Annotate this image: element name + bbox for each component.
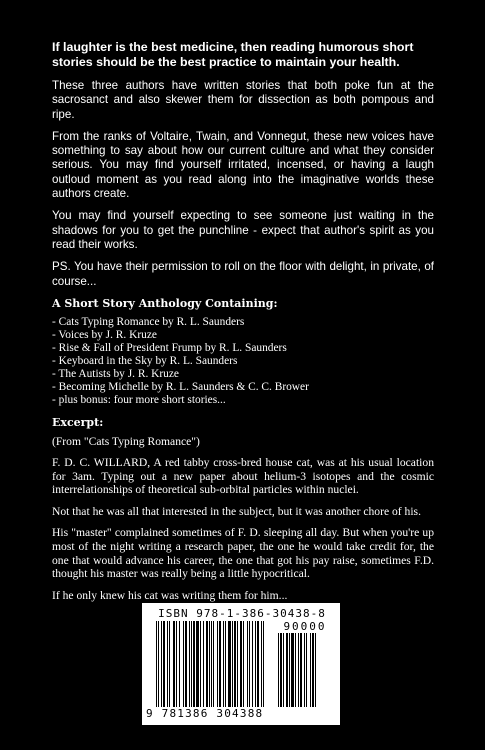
barcode-bars: [156, 621, 272, 709]
barcode-bar: [189, 621, 190, 707]
barcode-bar: [176, 621, 177, 707]
barcode-bar: [278, 633, 279, 707]
barcode-bar: [255, 621, 256, 707]
barcode-digits: 9 781386 304388: [146, 707, 264, 720]
blurb-paragraph: From the ranks of Voltaire, Twain, and Vonnegut, these new voices have something to say about how our current culture and what they consider serious. You may find yourself irritated, incensed, or having a laugh outloud moment as you read along into the imaginative worlds these authors create.: [52, 129, 434, 201]
lead-statement: If laughter is the best medicine, then reading humorous short stories should be the best practice to maintain your health.: [52, 40, 414, 69]
barcode-bar: [263, 621, 264, 707]
barcode-bar: [161, 621, 162, 707]
barcode-bar: [158, 621, 159, 707]
barcode-bar: [247, 621, 248, 707]
barcode-bar: [219, 621, 221, 707]
barcode-bar: [289, 633, 290, 707]
excerpt-heading: Excerpt:: [52, 415, 104, 429]
barcode-bar: [312, 633, 314, 707]
barcode-bar: [173, 621, 175, 707]
barcode-bar: [200, 621, 201, 707]
excerpt-paragraph: F. D. C. WILLARD, A red tabby cross-bred house cat, was at his usual location for 3am. Typing out a new paper about helium-3 isotopes and the cosmic interrelationships of theoretical sub-orbital particles within nuclei.: [52, 456, 434, 497]
back-cover-text: [52, 40, 434, 610]
barcode-bar: [156, 621, 157, 707]
blurb-paragraph: These three authors have written stories that both poke fun at the sacrosanct and also skewer them for dissection as both pompous and ripe.: [52, 79, 434, 121]
contents-item: - The Autists by J. R. Kruze: [52, 368, 179, 381]
excerpt-source: (From "Cats Typing Romance"): [52, 434, 200, 448]
barcode-bar: [261, 621, 262, 707]
barcode-bar: [196, 621, 199, 707]
barcode-bar: [234, 621, 236, 707]
barcode-bar: [252, 621, 253, 707]
isbn-label: ISBN 978-1-386-30438-8: [158, 607, 326, 620]
barcode-bar: [213, 621, 214, 707]
excerpt-paragraph: Not that he was all that interested in the subject, but it was another chore of his.: [52, 504, 421, 518]
barcode-bar: [306, 633, 307, 707]
addon-label: 90000: [283, 620, 327, 633]
barcode-bar: [185, 621, 187, 707]
barcode-bar: [286, 633, 288, 707]
barcode-bar: [304, 633, 305, 707]
barcode-bar: [295, 633, 296, 707]
barcode-bar: [223, 621, 224, 707]
barcode-bar: [257, 621, 259, 707]
barcode-bar: [240, 621, 242, 707]
barcode-bar: [203, 621, 204, 707]
blurb-paragraph: You may find yourself expecting to see someone just waiting in the shadows for you to get the punchline - expect that author's spirit as you read their works.: [52, 209, 434, 251]
isbn-barcode: [142, 603, 340, 725]
barcode-bar: [298, 633, 299, 707]
addon-bars: [278, 633, 332, 709]
barcode-bar: [291, 633, 294, 707]
barcode-bar: [206, 621, 208, 707]
contents-item: - plus bonus: four more short stories...: [52, 394, 226, 407]
contents-item: - Becoming Michelle by R. L. Saunders & C. C. Brower: [52, 381, 309, 394]
barcode-bar: [283, 633, 284, 707]
barcode-bar: [163, 621, 165, 707]
barcode-bar: [193, 621, 195, 707]
barcode-bar: [237, 621, 238, 707]
barcode-bar: [249, 621, 250, 707]
anthology-heading: A Short Story Anthology Containing:: [52, 296, 278, 310]
barcode-bar: [183, 621, 184, 707]
barcode-bar: [217, 621, 218, 707]
contents-item: - Voices by J. R. Kruze: [52, 328, 157, 341]
barcode-bar: [191, 621, 192, 707]
barcode-bar: [225, 621, 226, 707]
barcode-bar: [209, 621, 210, 707]
barcode-bar: [310, 633, 311, 707]
excerpt-paragraph: His "master" complained sometimes of F. D. sleeping all day. But when you're up most of the night writing a research paper, the one he would take credit for, the one that would advance his career, the one that got his pay raise, sometimes F.D. thought his master was really being a little hypocritical.: [52, 526, 434, 581]
barcode-bar: [169, 621, 170, 707]
barcode-bar: [280, 633, 282, 707]
blurb-paragraph: PS. You have their permission to roll on the floor with delight, in private, of course...: [52, 260, 434, 288]
excerpt-paragraph: If he only knew his cat was writing them for him...: [52, 588, 288, 602]
contents-item: - Rise & Fall of President Frump by R. L. Saunders: [52, 342, 287, 355]
barcode-bar: [243, 621, 244, 707]
barcode-bar: [179, 621, 180, 707]
contents-list: [52, 316, 434, 408]
barcode-bar: [300, 633, 302, 707]
barcode-bar: [232, 621, 233, 707]
barcode-bar: [228, 621, 231, 707]
barcode-bar: [167, 621, 168, 707]
contents-item: - Keyboard in the Sky by R. L. Saunders: [52, 355, 238, 368]
barcode-bar: [315, 633, 316, 707]
contents-item: - Cats Typing Romance by R. L. Saunders: [52, 315, 245, 328]
barcode-bar: [211, 621, 212, 707]
